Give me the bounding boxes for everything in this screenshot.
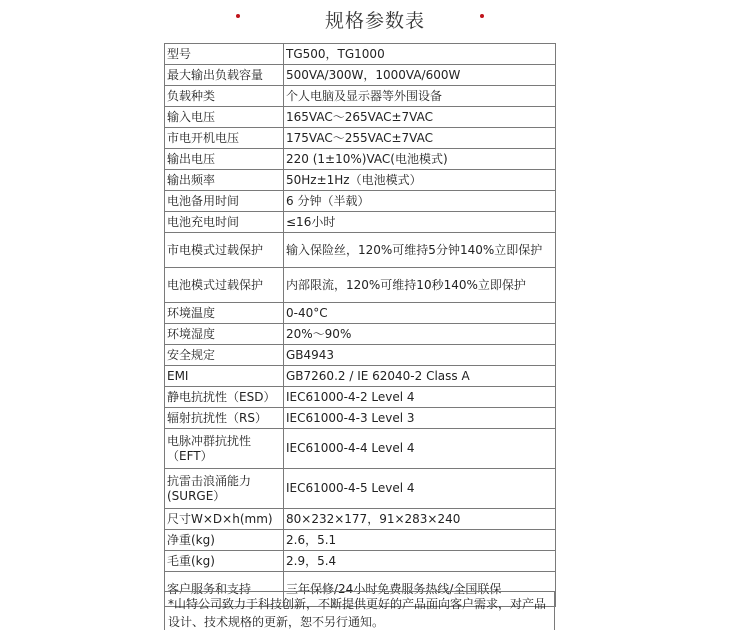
spec-value: 165VAC～265VAC±7VAC	[284, 107, 556, 128]
spec-label: 毛重(kg)	[165, 551, 284, 572]
spec-label: 负载种类	[165, 86, 284, 107]
table-row	[165, 212, 556, 233]
spec-value: 50Hz±1Hz（电池模式）	[284, 170, 556, 191]
spec-label: 安全规定	[165, 345, 284, 366]
spec-value: 175VAC～255VAC±7VAC	[284, 128, 556, 149]
bullet-dot-right-icon	[480, 14, 484, 18]
spec-label: 静电抗扰性（ESD）	[165, 387, 284, 408]
spec-label: 客户服务和支持	[165, 572, 284, 607]
spec-value: 2.6，5.1	[284, 530, 556, 551]
spec-label: EMI	[165, 366, 284, 387]
table-row	[165, 149, 556, 170]
spec-value: IEC61000-4-2 Level 4	[284, 387, 556, 408]
table-row	[165, 429, 556, 469]
table-row	[165, 268, 556, 303]
spec-label: 输入电压	[165, 107, 284, 128]
table-row	[165, 128, 556, 149]
spec-value: 80×232×177，91×283×240	[284, 509, 556, 530]
spec-value: IEC61000-4-4 Level 4	[284, 429, 556, 469]
spec-label: 输出电压	[165, 149, 284, 170]
spec-value: 2.9，5.4	[284, 551, 556, 572]
table-row	[165, 345, 556, 366]
spec-value: 个人电脑及显示器等外围设备	[284, 86, 556, 107]
spec-label: 环境湿度	[165, 324, 284, 345]
spec-label: 型号	[165, 44, 284, 65]
spec-value: 20%～90%	[284, 324, 556, 345]
table-row	[165, 530, 556, 551]
spec-value: 220 (1±10%)VAC(电池模式)	[284, 149, 556, 170]
spec-label: 电脉冲群抗扰性（EFT）	[165, 429, 284, 469]
spec-value: 6 分钟（半载）	[284, 191, 556, 212]
spec-label: 净重(kg)	[165, 530, 284, 551]
spec-value: 三年保修/24小时免费服务热线/全国联保	[284, 572, 556, 607]
spec-label: 电池模式过载保护	[165, 268, 284, 303]
spec-label: 抗雷击浪涌能力(SURGE）	[165, 469, 284, 509]
spec-label: 输出频率	[165, 170, 284, 191]
table-row	[165, 469, 556, 509]
page-title: 规格参数表	[324, 10, 425, 32]
table-row	[165, 408, 556, 429]
table-row	[165, 366, 556, 387]
spec-value: 内部限流，120%可维持10秒140%立即保护	[284, 268, 556, 303]
spec-value: 500VA/300W，1000VA/600W	[284, 65, 556, 86]
spec-label: 最大输出负载容量	[165, 65, 284, 86]
title-bar	[0, 0, 750, 36]
spec-label: 电池备用时间	[165, 191, 284, 212]
footnote: *山特公司致力于科技创新，不断提供更好的产品面向客户需求，对产品设计、技术规格的更新，恕不另行通知。	[164, 591, 555, 630]
table-row	[165, 86, 556, 107]
table-row	[165, 65, 556, 86]
spec-value: 输入保险丝，120%可维持5分钟140%立即保护	[284, 233, 556, 268]
table-row	[165, 387, 556, 408]
spec-label: 市电模式过载保护	[165, 233, 284, 268]
table-row	[165, 170, 556, 191]
table-row	[165, 44, 556, 65]
table-row	[165, 303, 556, 324]
table-row	[165, 551, 556, 572]
table-row	[165, 509, 556, 530]
spec-value: 0-40°C	[284, 303, 556, 324]
table-row	[165, 324, 556, 345]
spec-value: IEC61000-4-3 Level 3	[284, 408, 556, 429]
spec-value: IEC61000-4-5 Level 4	[284, 469, 556, 509]
table-row	[165, 233, 556, 268]
spec-label: 电池充电时间	[165, 212, 284, 233]
spec-label: 市电开机电压	[165, 128, 284, 149]
table-row	[165, 107, 556, 128]
spec-value: GB7260.2 / IE 62040-2 Class A	[284, 366, 556, 387]
table-row	[165, 191, 556, 212]
spec-label: 尺寸W×D×h(mm)	[165, 509, 284, 530]
spec-value: GB4943	[284, 345, 556, 366]
spec-table	[164, 43, 556, 607]
spec-value: ≤16小时	[284, 212, 556, 233]
spec-label: 环境温度	[165, 303, 284, 324]
spec-value: TG500，TG1000	[284, 44, 556, 65]
spec-label: 辐射抗扰性（RS）	[165, 408, 284, 429]
